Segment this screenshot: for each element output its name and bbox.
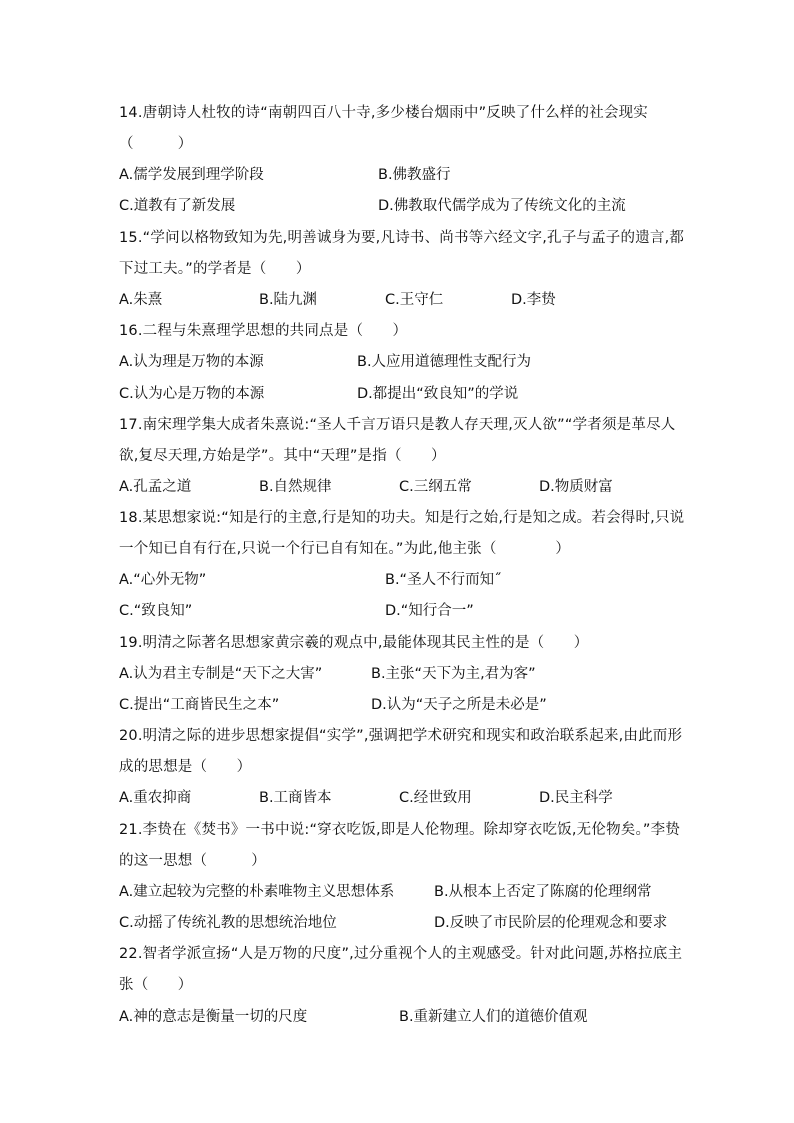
question-17-stem-line-2: 欲,复尽天理,方始是学”。其中“天理”是指（ ）: [119, 448, 446, 464]
question-21-option-d: D.反映了市民阶层的伦理观念和要求: [434, 915, 668, 931]
question-21-stem-line-2: 的这一思想（ ）: [119, 853, 266, 869]
question-18-option-c: C.“致良知”: [119, 603, 193, 619]
question-16-stem-line-1: 16.二程与朱熹理学思想的共同点是（ ）: [119, 323, 408, 339]
question-18-option-d: D.“知行合一”: [385, 603, 474, 619]
question-20-option-a: A.重农抑商: [119, 790, 192, 806]
question-16-option-a: A.认为理是万物的本源: [119, 354, 264, 370]
question-22-option-a: A.神的意志是衡量一切的尺度: [119, 1009, 308, 1025]
question-14-stem-line-2: （ ）: [119, 136, 193, 152]
question-19-option-b: B.主张“天下为主,君为客”: [371, 666, 536, 682]
question-18-stem-line-2: 一个知已自有行在,只说一个行已自有知在。”为此,他主张（ ）: [119, 541, 571, 557]
question-16-option-b: B.人应用道德理性支配行为: [357, 354, 532, 370]
question-19-option-a: A.认为君主专制是“天下之大害”: [119, 666, 323, 682]
question-21-option-c: C.动摇了传统礼教的思想统治地位: [119, 915, 337, 931]
question-17-option-d: D.物质财富: [539, 479, 613, 495]
question-19-option-d: D.认为“天子之所是未必是”: [371, 697, 547, 713]
question-21-option-b: B.从根本上否定了陈腐的伦理纲常: [434, 884, 652, 900]
question-16-option-d: D.都提出“致良知”的学说: [357, 386, 519, 402]
question-15-stem-line-2: 下过工夫。”的学者是（ ）: [119, 261, 311, 277]
question-15-option-c: C.王守仁: [385, 292, 444, 308]
question-21-stem-line-1: 21.李贽在《焚书》一书中说:“穿衣吃饭,即是人伦物理。除却穿衣吃饭,无伦物矣。”李贽: [119, 822, 681, 838]
question-17-stem-line-1: 17.南宋理学集大成者朱熹说:“圣人千言万语只是教人存天理,灭人欲”“学者须是革尽人: [119, 417, 676, 433]
question-16-option-c: C.认为心是万物的本源: [119, 386, 265, 402]
question-18-stem-line-1: 18.某思想家说:“知是行的主意,行是知的功夫。知是行之始,行是知之成。若会得时,只说: [119, 510, 685, 526]
question-14-option-d: D.佛教取代儒学成为了传统文化的主流: [378, 198, 626, 214]
question-19-option-c: C.提出“工商皆民生之本”: [119, 697, 280, 713]
question-17-option-b: B.自然规律: [259, 479, 332, 495]
question-20-option-c: C.经世致用: [399, 790, 472, 806]
question-15-option-b: B.陆九渊: [259, 292, 318, 308]
question-20-stem-line-2: 成的思想是（ ）: [119, 759, 252, 775]
question-14-option-c: C.道教有了新发展: [119, 198, 236, 214]
question-20-option-b: B.工商皆本: [259, 790, 332, 806]
question-18-option-a: A.“心外无物”: [119, 572, 207, 588]
question-14-option-a: A.儒学发展到理学阶段: [119, 167, 264, 183]
question-15-option-d: D.李贽: [511, 292, 556, 308]
question-20-stem-line-1: 20.明清之际的进步思想家提倡“实学”,强调把学术研究和现实和政治联系起来,由此而形: [119, 728, 683, 744]
question-15-option-a: A.朱熹: [119, 292, 163, 308]
question-14-option-b: B.佛教盛行: [378, 167, 451, 183]
question-22-stem-line-1: 22.智者学派宣扬“人是万物的尺度”,过分重视个人的主观感受。针对此问题,苏格拉底主: [119, 946, 683, 962]
question-19-stem-line-1: 19.明清之际著名思想家黄宗羲的观点中,最能体现其民主性的是（ ）: [119, 635, 589, 651]
question-21-option-a: A.建立起较为完整的朴素唯物主义思想体系: [119, 884, 395, 900]
question-18-option-b: B.“圣人不行而知˝: [385, 572, 502, 588]
question-22-stem-line-2: 张（ ）: [119, 977, 193, 993]
question-17-option-a: A.孔孟之道: [119, 479, 192, 495]
question-17-option-c: C.三纲五常: [399, 479, 472, 495]
question-20-option-d: D.民主科学: [539, 790, 613, 806]
question-22-option-b: B.重新建立人们的道德价值观: [399, 1009, 588, 1025]
question-15-stem-line-1: 15.“学问以格物致知为先,明善诚身为要,凡诗书、尚书等六经文字,孔子与孟子的遗言,都: [119, 230, 685, 246]
question-14-stem-line-1: 14.唐朝诗人杜牧的诗“南朝四百八十寺,多少楼台烟雨中”反映了什么样的社会现实: [119, 105, 648, 121]
